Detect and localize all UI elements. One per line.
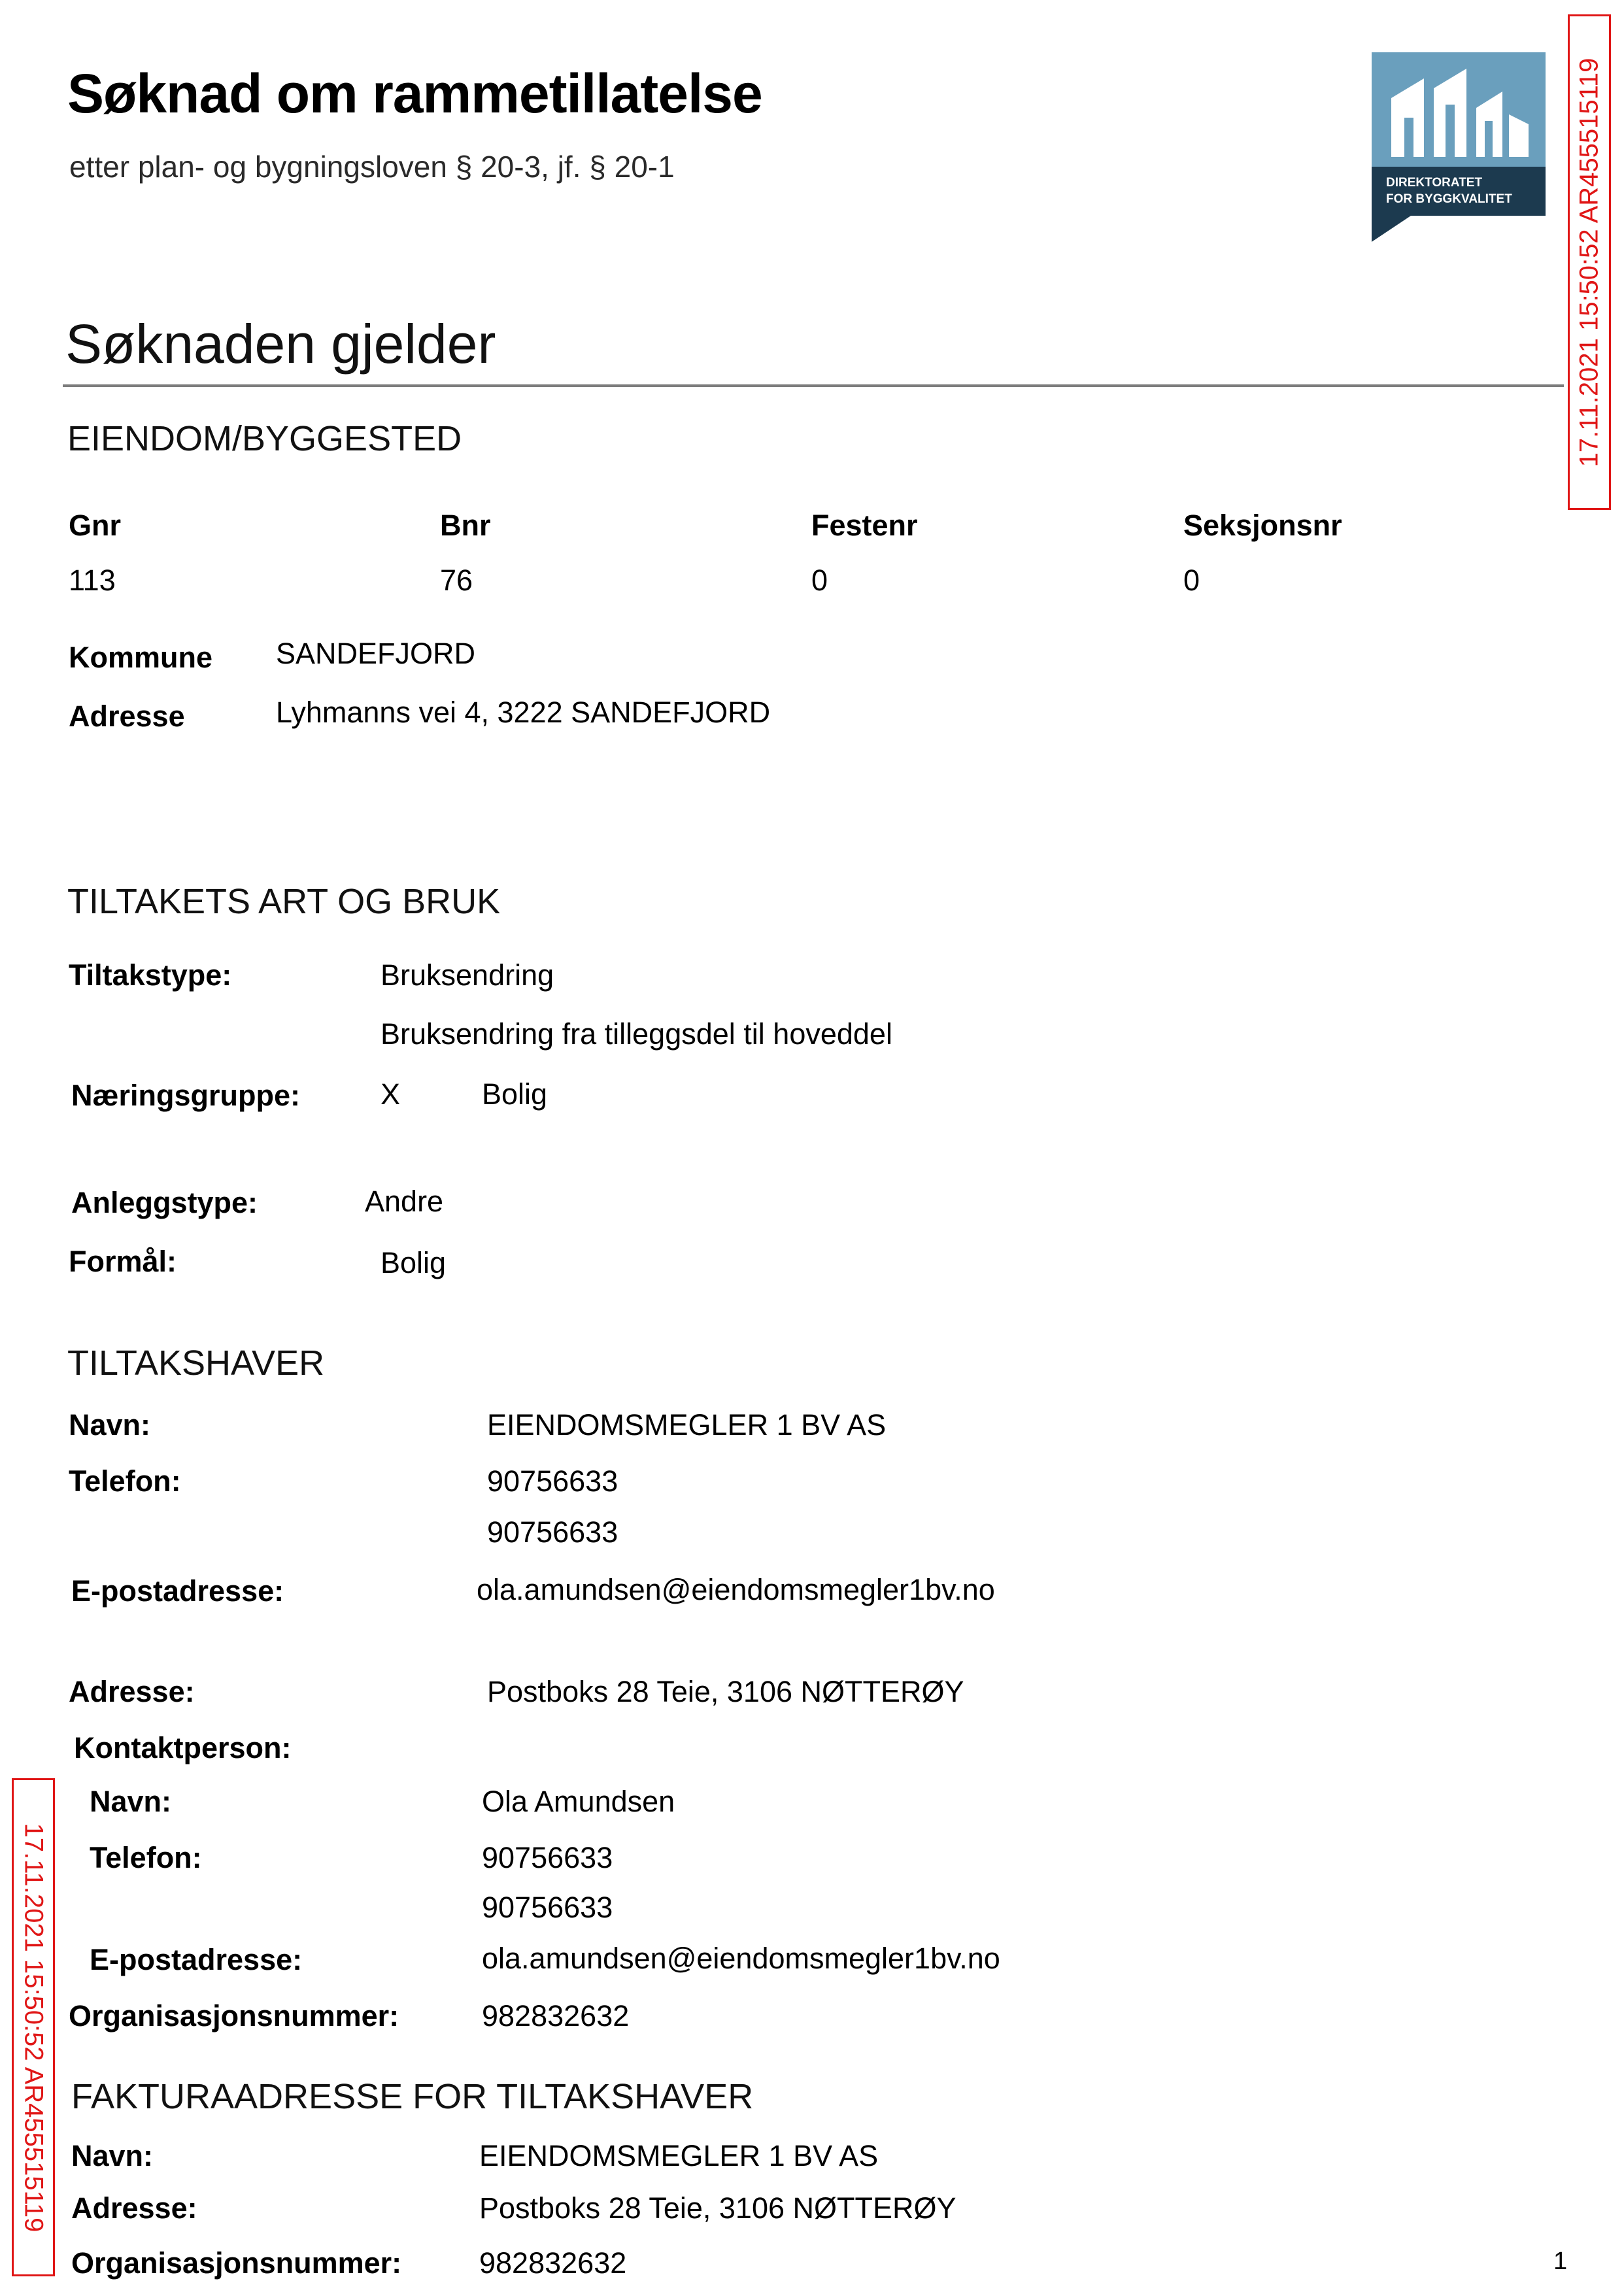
value-orgnr: 982832632 [482, 1999, 630, 2033]
label-adresse: Adresse [69, 700, 185, 733]
value-faktura-orgnr: 982832632 [479, 2246, 627, 2280]
value-naeringsgruppe-code: X [381, 1077, 401, 1111]
label-faktura-navn: Navn: [71, 2139, 154, 2172]
section-divider [63, 384, 1564, 387]
label-kontaktperson: Kontaktperson: [74, 1731, 292, 1764]
document-subtitle: etter plan- og bygningsloven § 20-3, jf. § 20-1 [69, 150, 675, 184]
document-title: Søknad om rammetillatelse [67, 63, 762, 124]
value-kontakt-telefon-1: 90756633 [482, 1841, 613, 1874]
date-stamp-top-right: 17.11.2021 15:50:52 AR455515119 [1568, 14, 1611, 510]
value-telefon-2: 90756633 [487, 1515, 618, 1549]
label-faktura-orgnr: Organisasjonsnummer: [71, 2246, 402, 2280]
label-kontakt-telefon: Telefon: [90, 1841, 202, 1874]
label-orgnr: Organisasjonsnummer: [69, 1999, 399, 2033]
value-adresse: Lyhmanns vei 4, 3222 SANDEFJORD [276, 696, 771, 729]
label-gnr: Gnr [69, 509, 122, 542]
label-kontakt-epost: E-postadresse: [90, 1943, 303, 1976]
label-kommune: Kommune [69, 641, 213, 674]
logo-text-line1: DIREKTORATET [1386, 176, 1483, 190]
label-faktura-adresse: Adresse: [71, 2191, 197, 2225]
label-festenr: Festenr [811, 509, 918, 542]
value-tiltakstype-1: Bruksendring [381, 958, 554, 992]
value-bnr: 76 [440, 564, 473, 597]
label-bnr: Bnr [440, 509, 491, 542]
value-telefon-1: 90756633 [487, 1464, 618, 1498]
value-kontakt-telefon-2: 90756633 [482, 1891, 613, 1924]
heading-tiltakshaver: TILTAKSHAVER [67, 1343, 325, 1383]
value-festenr: 0 [811, 564, 828, 597]
label-navn: Navn: [69, 1408, 151, 1442]
value-epost: ola.amundsen@eiendomsmegler1bv.no [477, 1573, 995, 1606]
value-formal: Bolig [381, 1246, 447, 1279]
value-navn: EIENDOMSMEGLER 1 BV AS [487, 1408, 887, 1442]
value-kommune: SANDEFJORD [276, 637, 476, 670]
value-anleggstype: Andre [365, 1185, 444, 1218]
logo-text-line2: FOR BYGGKVALITET [1386, 192, 1512, 206]
heading-tiltak: TILTAKETS ART OG BRUK [67, 882, 501, 921]
dibk-logo [1372, 52, 1546, 242]
value-adresse-tiltakshaver: Postboks 28 Teie, 3106 NØTTERØY [487, 1675, 964, 1708]
value-faktura-adresse: Postboks 28 Teie, 3106 NØTTERØY [479, 2191, 956, 2225]
page-number: 1 [1553, 2248, 1568, 2275]
value-gnr: 113 [69, 564, 116, 597]
label-telefon: Telefon: [69, 1464, 181, 1498]
section-title: Søknaden gjelder [65, 313, 496, 375]
label-tiltakstype: Tiltakstype: [69, 958, 232, 992]
date-stamp-bottom-left: 17.11.2021 15:50:52 AR455515119 [12, 1778, 55, 2276]
value-seksjonsnr: 0 [1183, 564, 1200, 597]
label-formal: Formål: [69, 1245, 177, 1278]
label-kontakt-navn: Navn: [90, 1785, 172, 1818]
value-faktura-navn: EIENDOMSMEGLER 1 BV AS [479, 2139, 879, 2172]
label-anleggstype: Anleggstype: [71, 1186, 258, 1219]
value-tiltakstype-2: Bruksendring fra tilleggsdel til hoveddel [381, 1017, 892, 1051]
value-kontakt-epost: ola.amundsen@eiendomsmegler1bv.no [482, 1942, 1000, 1975]
label-seksjonsnr: Seksjonsnr [1183, 509, 1342, 542]
heading-faktura: FAKTURAADRESSE FOR TILTAKSHAVER [71, 2077, 754, 2116]
value-kontakt-navn: Ola Amundsen [482, 1785, 675, 1818]
heading-eiendom: EIENDOM/BYGGESTED [67, 419, 462, 458]
value-naeringsgruppe: Bolig [482, 1077, 548, 1111]
label-epost: E-postadresse: [71, 1574, 284, 1608]
label-naeringsgruppe: Næringsgruppe: [71, 1079, 301, 1112]
label-adresse-tiltakshaver: Adresse: [69, 1675, 195, 1708]
